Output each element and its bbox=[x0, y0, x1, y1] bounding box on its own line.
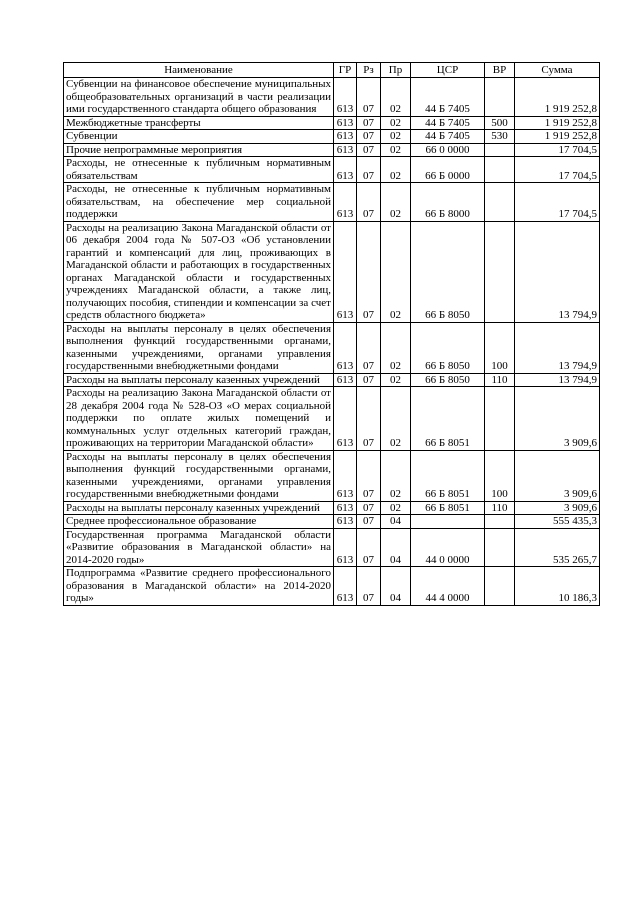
header-sum: Сумма bbox=[515, 63, 600, 78]
table-row bbox=[64, 157, 600, 183]
cell-csr: 66 0 0000 bbox=[411, 143, 485, 157]
cell-gr: 613 bbox=[334, 515, 357, 529]
table-row bbox=[64, 387, 600, 451]
cell-gr: 613 bbox=[334, 373, 357, 387]
cell-rz: 07 bbox=[357, 501, 381, 515]
header-name: Наименование bbox=[64, 63, 334, 78]
cell-pr: 02 bbox=[381, 130, 411, 144]
cell-csr: 44 Б 7405 bbox=[411, 130, 485, 144]
cell-csr: 66 Б 8050 bbox=[411, 373, 485, 387]
cell-rz: 07 bbox=[357, 183, 381, 222]
table-row bbox=[64, 515, 600, 529]
cell-name: Расходы на реализацию Закона Магаданской области от 06 декабря 2004 года № 507-ОЗ «Об установлении гарантий и компенсаций для лиц, проживающих в Магаданской области и работающих в государственных органах Магаданской области и государственных учреждениях Магаданской области, а также лиц, получающих пособия, стипендии и компенсации за счет средств областного бюджета» bbox=[64, 221, 334, 322]
cell-sum: 10 186,3 bbox=[515, 567, 600, 606]
cell-name: Расходы на выплаты персоналу казенных учреждений bbox=[64, 373, 334, 387]
cell-csr: 66 Б 8051 bbox=[411, 501, 485, 515]
cell-gr: 613 bbox=[334, 528, 357, 567]
cell-pr: 02 bbox=[381, 183, 411, 222]
cell-name: Прочие непрограммные мероприятия bbox=[64, 143, 334, 157]
cell-csr: 66 Б 8000 bbox=[411, 183, 485, 222]
cell-rz: 07 bbox=[357, 515, 381, 529]
cell-gr: 613 bbox=[334, 221, 357, 322]
header-csr: ЦСР bbox=[411, 63, 485, 78]
table-row bbox=[64, 78, 600, 117]
table-header-row bbox=[64, 63, 600, 78]
cell-pr: 04 bbox=[381, 567, 411, 606]
cell-csr: 66 Б 8050 bbox=[411, 221, 485, 322]
cell-sum: 17 704,5 bbox=[515, 183, 600, 222]
budget-table bbox=[63, 62, 600, 606]
cell-csr: 44 Б 7405 bbox=[411, 78, 485, 117]
cell-sum: 555 435,3 bbox=[515, 515, 600, 529]
cell-vr: 500 bbox=[485, 116, 515, 130]
table-row bbox=[64, 501, 600, 515]
cell-name: Субвенции на финансовое обеспечение муниципальных общеобразовательных организаций в части реализации ими государственного стандарта общего образования bbox=[64, 78, 334, 117]
cell-pr: 02 bbox=[381, 387, 411, 451]
cell-rz: 07 bbox=[357, 387, 381, 451]
cell-vr bbox=[485, 567, 515, 606]
cell-name: Расходы, не отнесенные к публичным нормативным обязательствам, на обеспечение мер социальной поддержки bbox=[64, 183, 334, 222]
cell-sum: 3 909,6 bbox=[515, 501, 600, 515]
cell-sum: 17 704,5 bbox=[515, 157, 600, 183]
cell-gr: 613 bbox=[334, 130, 357, 144]
cell-name: Расходы на выплаты персоналу в целях обеспечения выполнения функций государственными органами, казенными учреждениями, органами управления государственными внебюджетными фондами bbox=[64, 450, 334, 501]
cell-vr bbox=[485, 528, 515, 567]
cell-name: Подпрограмма «Развитие среднего профессионального образования в Магаданской области» на 2014-2020 годы» bbox=[64, 567, 334, 606]
cell-pr: 02 bbox=[381, 116, 411, 130]
table-row bbox=[64, 373, 600, 387]
cell-sum: 13 794,9 bbox=[515, 373, 600, 387]
table-row bbox=[64, 143, 600, 157]
cell-vr bbox=[485, 387, 515, 451]
cell-vr: 100 bbox=[485, 322, 515, 373]
cell-gr: 613 bbox=[334, 116, 357, 130]
table-row bbox=[64, 567, 600, 606]
cell-sum: 13 794,9 bbox=[515, 221, 600, 322]
cell-pr: 04 bbox=[381, 528, 411, 567]
cell-sum: 535 265,7 bbox=[515, 528, 600, 567]
cell-vr bbox=[485, 78, 515, 117]
cell-sum: 3 909,6 bbox=[515, 387, 600, 451]
cell-csr: 66 Б 0000 bbox=[411, 157, 485, 183]
cell-pr: 02 bbox=[381, 78, 411, 117]
cell-pr: 02 bbox=[381, 501, 411, 515]
cell-sum: 1 919 252,8 bbox=[515, 78, 600, 117]
cell-pr: 02 bbox=[381, 322, 411, 373]
cell-csr: 44 0 0000 bbox=[411, 528, 485, 567]
cell-sum: 1 919 252,8 bbox=[515, 116, 600, 130]
cell-gr: 613 bbox=[334, 322, 357, 373]
cell-gr: 613 bbox=[334, 567, 357, 606]
cell-rz: 07 bbox=[357, 157, 381, 183]
cell-pr: 04 bbox=[381, 515, 411, 529]
cell-sum: 1 919 252,8 bbox=[515, 130, 600, 144]
cell-name: Субвенции bbox=[64, 130, 334, 144]
table-row bbox=[64, 130, 600, 144]
cell-gr: 613 bbox=[334, 387, 357, 451]
cell-gr: 613 bbox=[334, 157, 357, 183]
cell-csr: 66 Б 8051 bbox=[411, 387, 485, 451]
cell-rz: 07 bbox=[357, 450, 381, 501]
cell-pr: 02 bbox=[381, 373, 411, 387]
cell-name: Расходы на выплаты персоналу казенных учреждений bbox=[64, 501, 334, 515]
table-row bbox=[64, 528, 600, 567]
header-pr: Пр bbox=[381, 63, 411, 78]
cell-sum: 3 909,6 bbox=[515, 450, 600, 501]
cell-pr: 02 bbox=[381, 143, 411, 157]
cell-name: Расходы на выплаты персоналу в целях обеспечения выполнения функций государственными органами, казенными учреждениями, органами управления государственными внебюджетными фондами bbox=[64, 322, 334, 373]
cell-rz: 07 bbox=[357, 373, 381, 387]
cell-rz: 07 bbox=[357, 116, 381, 130]
cell-rz: 07 bbox=[357, 221, 381, 322]
cell-sum: 13 794,9 bbox=[515, 322, 600, 373]
cell-vr: 100 bbox=[485, 450, 515, 501]
cell-vr: 110 bbox=[485, 501, 515, 515]
cell-name: Расходы, не отнесенные к публичным нормативным обязательствам bbox=[64, 157, 334, 183]
table-row bbox=[64, 116, 600, 130]
cell-name: Расходы на реализацию Закона Магаданской области от 28 декабря 2004 года № 528-ОЗ «О мерах социальной поддержки по оплате жилых помещений и коммунальных услуг отдельных категорий граждан, проживающих на территории Магаданской области» bbox=[64, 387, 334, 451]
cell-csr: 66 Б 8050 bbox=[411, 322, 485, 373]
table-row bbox=[64, 322, 600, 373]
header-vr: ВР bbox=[485, 63, 515, 78]
cell-gr: 613 bbox=[334, 143, 357, 157]
cell-name: Государственная программа Магаданской области «Развитие образования в Магаданской области» на 2014-2020 годы» bbox=[64, 528, 334, 567]
cell-csr: 44 Б 7405 bbox=[411, 116, 485, 130]
cell-vr: 530 bbox=[485, 130, 515, 144]
cell-name: Среднее профессиональное образование bbox=[64, 515, 334, 529]
table-row bbox=[64, 183, 600, 222]
cell-pr: 02 bbox=[381, 450, 411, 501]
header-rz: Рз bbox=[357, 63, 381, 78]
cell-csr: 44 4 0000 bbox=[411, 567, 485, 606]
cell-rz: 07 bbox=[357, 528, 381, 567]
cell-gr: 613 bbox=[334, 501, 357, 515]
cell-pr: 02 bbox=[381, 221, 411, 322]
cell-rz: 07 bbox=[357, 143, 381, 157]
cell-vr bbox=[485, 515, 515, 529]
cell-csr bbox=[411, 515, 485, 529]
cell-pr: 02 bbox=[381, 157, 411, 183]
header-gr: ГР bbox=[334, 63, 357, 78]
cell-vr: 110 bbox=[485, 373, 515, 387]
table-row bbox=[64, 221, 600, 322]
cell-rz: 07 bbox=[357, 130, 381, 144]
table-row bbox=[64, 450, 600, 501]
cell-sum: 17 704,5 bbox=[515, 143, 600, 157]
cell-vr bbox=[485, 221, 515, 322]
cell-vr bbox=[485, 157, 515, 183]
cell-gr: 613 bbox=[334, 78, 357, 117]
cell-csr: 66 Б 8051 bbox=[411, 450, 485, 501]
cell-rz: 07 bbox=[357, 78, 381, 117]
cell-name: Межбюджетные трансферты bbox=[64, 116, 334, 130]
cell-vr bbox=[485, 183, 515, 222]
cell-vr bbox=[485, 143, 515, 157]
cell-rz: 07 bbox=[357, 322, 381, 373]
cell-rz: 07 bbox=[357, 567, 381, 606]
cell-gr: 613 bbox=[334, 450, 357, 501]
cell-gr: 613 bbox=[334, 183, 357, 222]
